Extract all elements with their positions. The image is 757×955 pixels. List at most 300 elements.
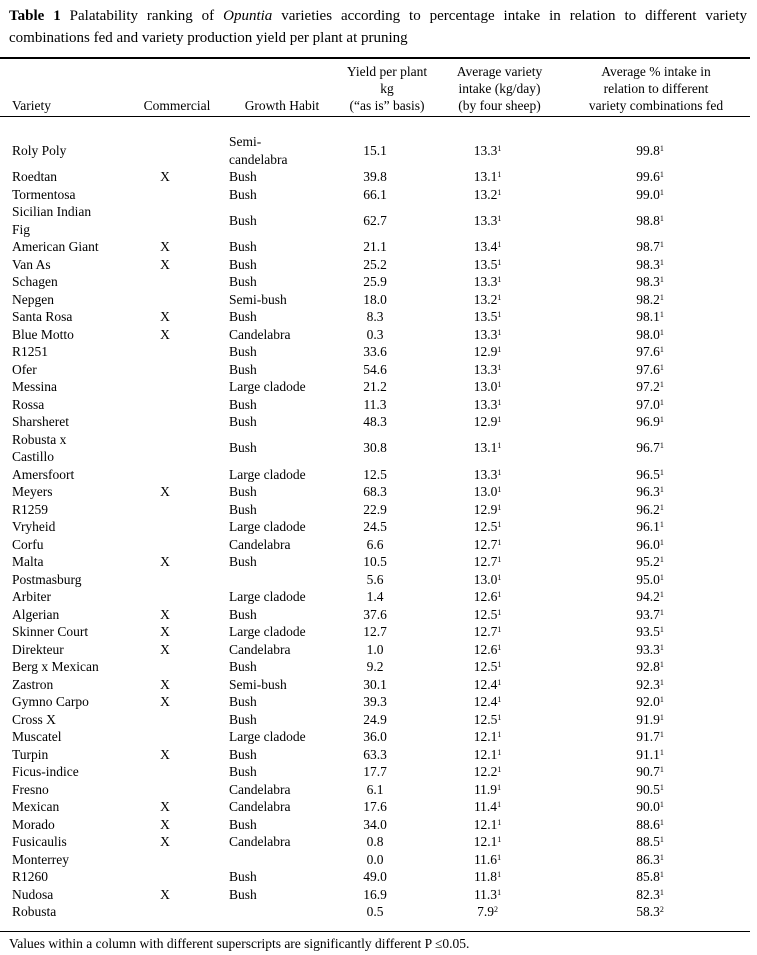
intake-cell-value: 11.9 (473, 781, 498, 797)
intake-cell (425, 851, 550, 869)
significance-superscript: 1 (659, 607, 664, 617)
percent-intake-cell (550, 501, 750, 519)
intake-cell-value: 13.0 (473, 571, 498, 587)
growth-habit-cell: Bush (229, 396, 257, 412)
table-row (0, 378, 750, 396)
significance-superscript: 1 (497, 572, 502, 582)
variety-cell: Turpin (12, 746, 49, 762)
significance-superscript: 1 (659, 625, 664, 634)
significance-superscript: 1 (497, 817, 502, 827)
table-row (0, 186, 750, 204)
percent-intake-cell (550, 886, 750, 904)
intake-cell-value: 12.9 (473, 501, 498, 517)
commercial-cell (115, 431, 215, 466)
commercial-cell (115, 868, 215, 886)
commercial-cell: X (160, 309, 170, 324)
yield-cell: 11.3 (363, 396, 387, 412)
table-row (0, 588, 750, 606)
commercial-cell (115, 781, 215, 799)
significance-superscript: 1 (659, 257, 664, 267)
yield-cell: 49.0 (363, 869, 387, 884)
percent-intake-cell (550, 711, 750, 729)
percent-intake-cell (550, 431, 750, 466)
percent-intake-cell (550, 851, 750, 869)
variety-cell: Messina (12, 379, 57, 394)
significance-superscript: 1 (659, 467, 664, 477)
yield-cell: 6.6 (366, 536, 384, 552)
significance-superscript: 1 (497, 441, 502, 451)
intake-cell (425, 186, 550, 204)
table-row (0, 816, 750, 834)
significance-superscript: 1 (497, 625, 502, 634)
commercial-cell (115, 291, 215, 309)
significance-superscript: 1 (659, 143, 664, 153)
variety-cell: Berg x Mexican (12, 659, 99, 674)
variety-cell: Algerian (12, 606, 60, 622)
intake-cell-value: 12.2 (473, 764, 498, 779)
percent-intake-cell-value: 96.5 (636, 466, 660, 482)
significance-superscript: 1 (659, 765, 664, 774)
yield-cell: 33.6 (363, 344, 387, 359)
significance-superscript: 1 (497, 485, 502, 494)
intake-cell-value: 12.6 (473, 589, 498, 604)
significance-superscript: 1 (497, 590, 502, 599)
growth-habit-cell: Bush (229, 501, 257, 517)
growth-habit-cell: Bush (229, 659, 257, 674)
growth-habit-cell: Candelabra (229, 781, 291, 797)
percent-intake-cell (550, 186, 750, 204)
significance-superscript: 1 (497, 170, 502, 179)
percent-intake-cell (550, 273, 750, 291)
intake-cell (425, 746, 550, 764)
table-row (0, 396, 750, 414)
table-row (0, 868, 750, 886)
table-row (0, 553, 750, 571)
significance-superscript: 2 (659, 905, 664, 914)
commercial-cell (115, 571, 215, 589)
significance-superscript: 1 (497, 537, 502, 547)
variety-cell: Corfu (12, 536, 44, 552)
significance-superscript: 1 (659, 817, 664, 827)
percent-intake-cell-value: 97.6 (636, 344, 660, 359)
variety-cell: Skinner Court (12, 624, 89, 639)
significance-superscript: 1 (659, 730, 664, 739)
growth-habit-cell: Bush (229, 274, 257, 289)
yield-cell: 25.9 (363, 274, 387, 289)
significance-superscript: 1 (659, 485, 664, 494)
intake-cell-value: 7.9 (477, 904, 494, 919)
table-row (0, 168, 750, 186)
commercial-cell: X (160, 169, 170, 184)
significance-superscript: 1 (659, 800, 664, 809)
percent-intake-cell-value: 90.5 (636, 781, 660, 797)
growth-habit-cell: Bush (229, 554, 257, 569)
growth-habit-cell (215, 903, 325, 931)
significance-superscript: 1 (659, 275, 664, 284)
yield-cell: 10.5 (363, 554, 387, 569)
intake-cell (425, 396, 550, 414)
percent-intake-cell-value: 91.7 (636, 729, 660, 744)
header-row (0, 59, 750, 116)
variety-cell: Vryheid (12, 519, 56, 534)
header-growth-habit: Growth Habit (244, 97, 320, 113)
percent-intake-cell (550, 606, 750, 624)
table-row (0, 693, 750, 711)
intake-cell-value: 11.8 (473, 869, 498, 884)
table-row (0, 571, 750, 589)
significance-superscript: 1 (497, 502, 502, 512)
variety-cell: Arbiter (12, 589, 51, 604)
variety-cell: R1259 (12, 501, 49, 517)
significance-superscript: 1 (497, 852, 502, 862)
significance-superscript: 1 (659, 397, 664, 407)
intake-cell-value: 12.6 (473, 641, 498, 657)
table-row (0, 238, 750, 256)
yield-cell: 34.0 (363, 816, 387, 832)
table-row (0, 431, 750, 466)
significance-superscript: 1 (497, 415, 502, 424)
growth-habit-cell: Bush (229, 239, 257, 254)
yield-cell: 8.3 (366, 309, 384, 324)
intake-cell (425, 676, 550, 694)
intake-cell-value: 13.3 (473, 212, 498, 228)
table-label: Table 1 (9, 8, 61, 24)
table-row (0, 203, 750, 238)
percent-intake-cell (550, 256, 750, 274)
intake-cell (425, 518, 550, 536)
significance-superscript: 1 (497, 870, 502, 879)
significance-superscript: 1 (659, 292, 664, 302)
intake-cell (425, 833, 550, 851)
header-intake: Average variety intake (kg/day) (by four sheep) (456, 63, 543, 113)
variety-cell: Ficus-indice (12, 764, 79, 779)
percent-intake-cell (550, 117, 750, 168)
percent-intake-cell-value: 98.3 (636, 256, 660, 272)
percent-intake-cell-value: 85.8 (636, 869, 660, 884)
commercial-cell (115, 361, 215, 379)
table-row (0, 361, 750, 379)
intake-cell-value: 12.4 (473, 694, 498, 709)
significance-superscript: 1 (659, 170, 664, 179)
table-row (0, 658, 750, 676)
intake-cell (425, 641, 550, 659)
growth-habit-cell: Candelabra (229, 536, 291, 552)
commercial-cell (115, 413, 215, 431)
commercial-cell: X (160, 624, 170, 639)
significance-superscript: 1 (659, 835, 664, 844)
growth-habit-cell (215, 851, 325, 869)
yield-cell: 16.9 (363, 886, 387, 902)
variety-cell: Sharsheret (12, 414, 69, 429)
percent-intake-cell-value: 99.8 (636, 142, 660, 158)
commercial-cell (115, 501, 215, 519)
table-row (0, 273, 750, 291)
variety-cell: Meyers (12, 484, 53, 499)
yield-cell: 22.9 (363, 501, 387, 517)
percent-intake-cell-value: 86.3 (636, 851, 660, 867)
significance-superscript: 1 (497, 677, 502, 687)
yield-cell: 5.6 (366, 571, 384, 587)
variety-cell: Rossa (12, 396, 45, 412)
variety-cell: Malta (12, 554, 44, 569)
table-row (0, 746, 750, 764)
percent-intake-cell-value: 96.2 (636, 501, 660, 517)
percent-intake-cell (550, 833, 750, 851)
intake-cell (425, 728, 550, 746)
significance-superscript: 1 (497, 747, 502, 757)
percent-intake-cell (550, 238, 750, 256)
percent-intake-cell-value: 93.5 (636, 624, 660, 639)
significance-superscript: 1 (497, 143, 502, 153)
percent-intake-cell (550, 868, 750, 886)
intake-cell-value: 12.7 (473, 554, 498, 569)
percent-intake-cell (550, 326, 750, 344)
percent-intake-cell-value: 82.3 (636, 886, 660, 902)
commercial-cell (115, 728, 215, 746)
significance-superscript: 1 (659, 345, 664, 354)
intake-cell-value: 12.7 (473, 624, 498, 639)
intake-cell (425, 553, 550, 571)
intake-cell (425, 308, 550, 326)
significance-superscript: 1 (659, 590, 664, 599)
growth-habit-cell: Bush (229, 764, 257, 779)
yield-cell: 0.0 (366, 851, 384, 867)
significance-superscript: 1 (659, 415, 664, 424)
variety-cell: Cross X (12, 711, 56, 727)
percent-intake-cell-value: 97.2 (636, 379, 660, 394)
significance-superscript: 1 (659, 782, 664, 792)
intake-cell-value: 13.3 (473, 396, 498, 412)
growth-habit-cell: Bush (229, 746, 257, 762)
significance-superscript: 1 (659, 441, 664, 451)
growth-habit-cell: Candelabra (229, 641, 291, 657)
header-percent-intake: Average % intake in relation to different variety combinations fed (588, 63, 724, 113)
variety-cell: Fresno (12, 781, 49, 797)
intake-cell-value: 13.1 (473, 440, 498, 456)
table-row (0, 501, 750, 519)
significance-superscript: 1 (659, 537, 664, 547)
significance-superscript: 1 (659, 362, 664, 372)
percent-intake-cell-value: 92.0 (636, 694, 660, 709)
yield-cell: 17.6 (363, 799, 387, 814)
significance-superscript: 1 (659, 870, 664, 879)
percent-intake-cell-value: 98.0 (636, 326, 660, 342)
intake-cell (425, 798, 550, 816)
significance-superscript: 1 (497, 782, 502, 792)
percent-intake-cell-value: 98.1 (636, 309, 660, 324)
percent-intake-cell (550, 553, 750, 571)
growth-habit-cell: Bush (229, 886, 257, 902)
significance-superscript: 1 (659, 852, 664, 862)
intake-cell (425, 536, 550, 554)
variety-cell: Robusta (12, 904, 57, 919)
variety-cell: Zastron (12, 676, 54, 692)
commercial-cell (115, 536, 215, 554)
percent-intake-cell (550, 413, 750, 431)
variety-cell: Roedtan (12, 169, 57, 184)
intake-cell (425, 886, 550, 904)
variety-cell: Schagen (12, 274, 58, 289)
intake-cell (425, 693, 550, 711)
table-row (0, 483, 750, 501)
percent-intake-cell-value: 88.5 (636, 834, 660, 849)
commercial-cell (115, 466, 215, 484)
variety-cell: American Giant (12, 239, 99, 254)
table-row (0, 903, 750, 931)
percent-intake-cell (550, 746, 750, 764)
significance-superscript: 1 (497, 240, 502, 249)
intake-cell (425, 343, 550, 361)
growth-habit-cell: Bush (229, 186, 257, 202)
significance-superscript: 1 (659, 520, 664, 529)
significance-superscript: 1 (497, 292, 502, 302)
table-row (0, 641, 750, 659)
percent-intake-cell (550, 763, 750, 781)
palatability-table-body (0, 117, 750, 931)
table-row (0, 256, 750, 274)
commercial-cell: X (160, 746, 170, 762)
yield-cell: 0.8 (366, 834, 384, 849)
commercial-cell (115, 518, 215, 536)
footnote: Values within a column with different superscripts are significantly different P ≤0.05. (9, 935, 470, 951)
table-row (0, 623, 750, 641)
percent-intake-cell-value: 90.0 (636, 799, 660, 814)
percent-intake-cell-value: 88.6 (636, 816, 660, 832)
intake-cell (425, 483, 550, 501)
significance-superscript: 1 (497, 712, 502, 722)
commercial-cell (115, 186, 215, 204)
yield-cell: 24.9 (363, 711, 387, 727)
commercial-cell (115, 273, 215, 291)
intake-cell-value: 13.1 (473, 169, 498, 184)
commercial-cell (115, 903, 215, 931)
commercial-cell: X (160, 554, 170, 569)
percent-intake-cell (550, 483, 750, 501)
yield-cell: 37.6 (363, 606, 387, 622)
commercial-cell (115, 343, 215, 361)
yield-cell: 25.2 (363, 256, 387, 272)
variety-cell: Robusta x Castillo (12, 431, 67, 464)
significance-superscript: 1 (659, 677, 664, 687)
yield-cell: 15.1 (363, 142, 387, 158)
yield-cell: 12.5 (363, 466, 387, 482)
intake-cell-value: 13.0 (473, 379, 498, 394)
intake-cell (425, 816, 550, 834)
yield-cell: 30.8 (363, 440, 387, 456)
growth-habit-cell: Large cladode (229, 379, 306, 394)
percent-intake-cell-value: 98.8 (636, 212, 660, 228)
percent-intake-cell-value: 98.7 (636, 239, 660, 254)
table-row (0, 466, 750, 484)
yield-cell: 54.6 (363, 361, 387, 377)
growth-habit-cell: Bush (229, 256, 257, 272)
growth-habit-cell: Semi- candelabra (229, 134, 288, 167)
header-commercial: Commercial (143, 97, 211, 113)
variety-cell: Mexican (12, 799, 60, 814)
percent-intake-cell (550, 588, 750, 606)
intake-cell-value: 13.5 (473, 309, 498, 324)
intake-cell-value: 13.0 (473, 484, 498, 499)
growth-habit-cell: Bush (229, 212, 257, 228)
table-row (0, 763, 750, 781)
percent-intake-cell-value: 98.2 (636, 291, 660, 307)
yield-cell: 30.1 (363, 676, 387, 692)
table-row (0, 676, 750, 694)
intake-cell (425, 168, 550, 186)
significance-superscript: 1 (659, 572, 664, 582)
significance-superscript: 1 (497, 695, 502, 704)
commercial-cell: X (160, 816, 170, 832)
commercial-cell (115, 851, 215, 869)
intake-cell (425, 571, 550, 589)
table-row (0, 711, 750, 729)
percent-intake-cell (550, 623, 750, 641)
intake-cell (425, 291, 550, 309)
variety-cell: Nepgen (12, 291, 54, 307)
table-row (0, 728, 750, 746)
percent-intake-cell-value: 96.1 (636, 519, 660, 534)
variety-cell: Roly Poly (12, 142, 67, 158)
intake-cell (425, 903, 550, 931)
significance-superscript: 1 (659, 240, 664, 249)
intake-cell-value: 12.5 (473, 711, 498, 727)
growth-habit-cell: Bush (229, 711, 257, 727)
intake-cell-value: 12.1 (473, 816, 498, 832)
significance-superscript: 1 (497, 835, 502, 844)
yield-cell: 48.3 (363, 414, 387, 429)
percent-intake-cell (550, 518, 750, 536)
percent-intake-cell-value: 99.0 (636, 186, 660, 202)
intake-cell (425, 238, 550, 256)
intake-cell-value: 12.9 (473, 344, 498, 359)
commercial-cell: X (160, 834, 170, 849)
commercial-cell: X (160, 641, 170, 657)
percent-intake-cell-value: 91.9 (636, 711, 660, 727)
percent-intake-cell-value: 98.3 (636, 274, 660, 289)
commercial-cell (115, 396, 215, 414)
percent-intake-cell (550, 676, 750, 694)
significance-superscript: 1 (497, 887, 502, 897)
intake-cell-value: 12.1 (473, 729, 498, 744)
growth-habit-cell: Candelabra (229, 326, 291, 342)
significance-superscript: 1 (497, 213, 502, 223)
significance-superscript: 1 (659, 555, 664, 564)
variety-cell: R1251 (12, 344, 49, 359)
percent-intake-cell (550, 781, 750, 799)
intake-cell (425, 588, 550, 606)
yield-cell: 62.7 (363, 212, 387, 228)
significance-superscript: 1 (497, 327, 502, 337)
intake-cell (425, 431, 550, 466)
intake-cell (425, 711, 550, 729)
intake-cell-value: 12.5 (473, 606, 498, 622)
intake-cell (425, 326, 550, 344)
growth-habit-cell: Semi-bush (229, 676, 287, 692)
percent-intake-cell-value: 97.0 (636, 396, 660, 412)
commercial-cell: X (160, 256, 170, 272)
significance-superscript: 1 (659, 187, 664, 197)
percent-intake-cell-value: 96.7 (636, 440, 660, 456)
percent-intake-cell-value: 94.2 (636, 589, 660, 604)
table-row (0, 833, 750, 851)
intake-cell (425, 413, 550, 431)
intake-cell-value: 13.3 (473, 142, 498, 158)
variety-cell: Morado (12, 816, 55, 832)
significance-superscript: 1 (497, 660, 502, 669)
intake-cell-value: 13.3 (473, 466, 498, 482)
intake-cell (425, 781, 550, 799)
yield-cell: 21.2 (363, 379, 387, 394)
